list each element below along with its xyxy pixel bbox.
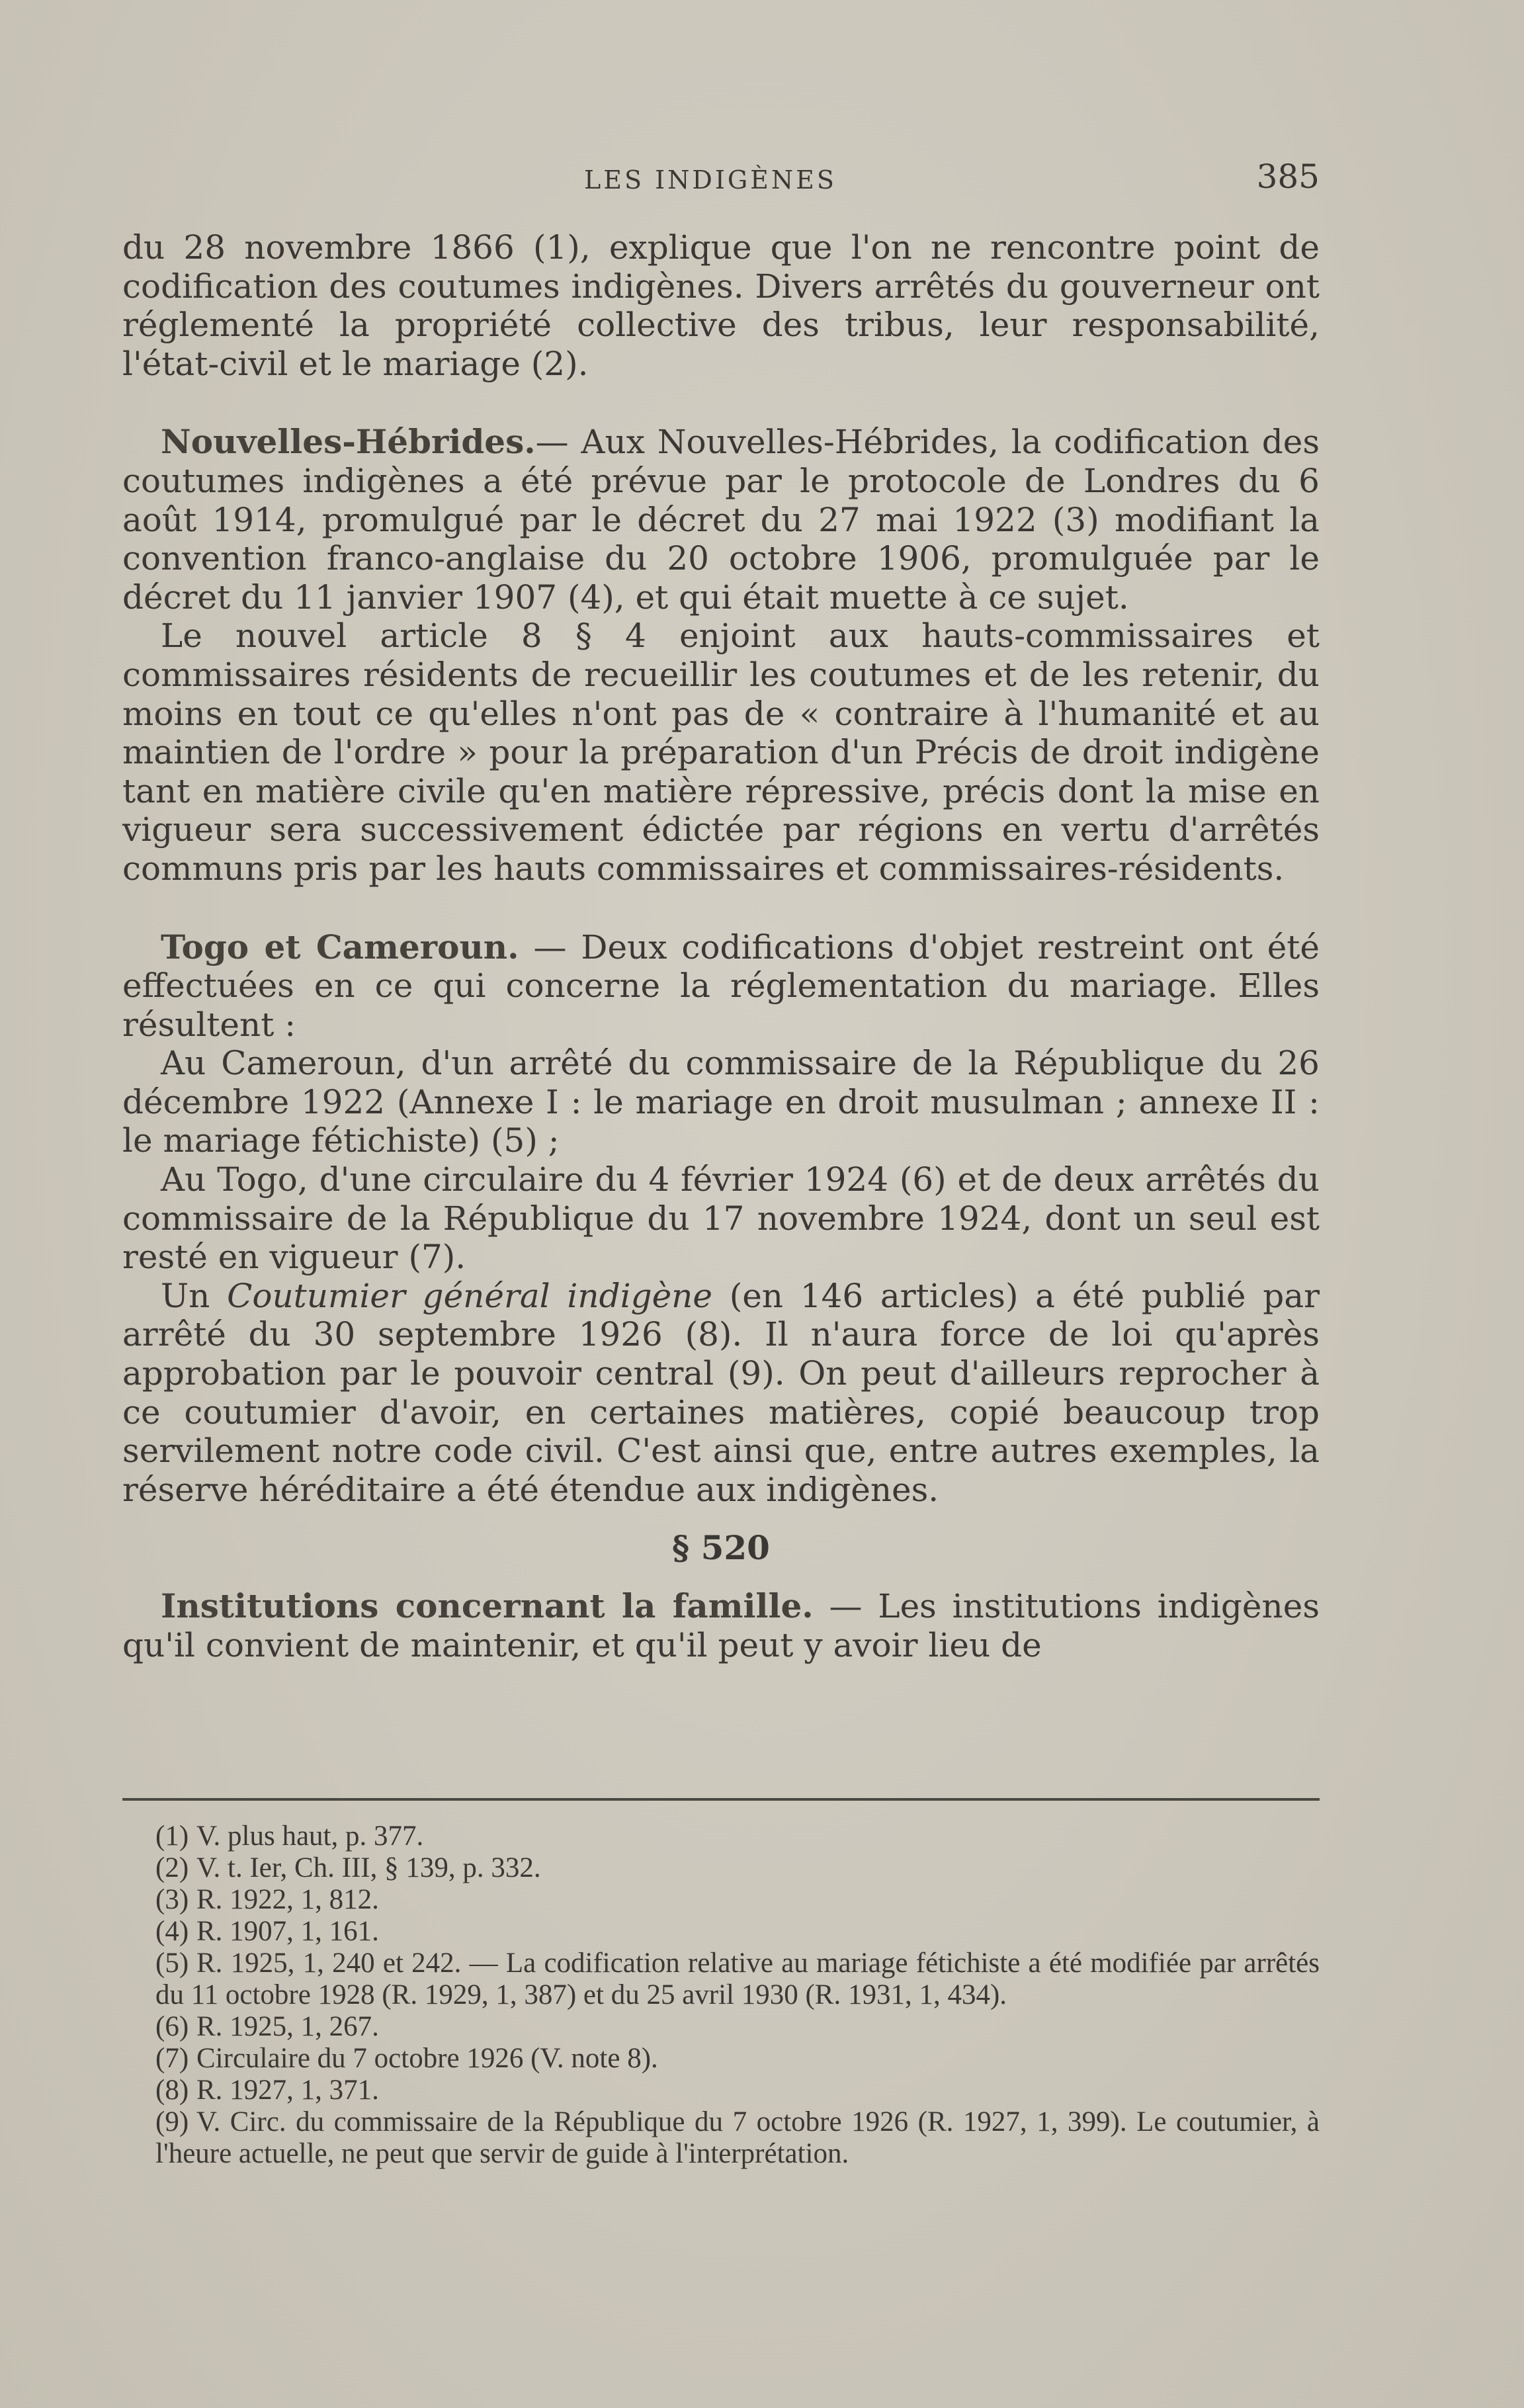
footnote-number: (7): [155, 2043, 189, 2074]
footnote-number: (4): [155, 1916, 189, 1947]
page-number: 385: [1256, 157, 1320, 196]
footnote: [122, 1948, 1320, 2011]
paragraph-text: — Aux Nouvelles-Hébrides, la codification des coutumes indigènes a été prévue par le protocole de Londres du 6 août 1914, promulgué par le décret du 27 mai 1922 (3) modifiant la convention franco-anglaise du 20 octobre 1906, promulguée par le décret du 11 janvier 1907 (4), et qui était muette à ce sujet.: [122, 423, 1320, 617]
section-heading-institutions: Institutions concernant la famille.: [161, 1586, 814, 1626]
footnote: [122, 2011, 1320, 2043]
paragraph-institutions: [122, 1587, 1320, 1664]
paragraph-text: — Les institutions indigènes qu'il convient de maintenir, et qu'il peut y avoir lieu de: [122, 1587, 1320, 1664]
paragraph-lead: Un: [161, 1276, 210, 1315]
footnote-text: Circulaire du 7 octobre 1926 (V. note 8).: [196, 2043, 658, 2074]
section-number: § 520: [672, 1528, 770, 1568]
book-page: [122, 0, 1320, 2408]
footnote-text: V. Circ. du commissaire de la République du 7 octobre 1926 (R. 1927, 1, 399). Le coutumier, à l'heure actuelle, ne peut que servir de guide à l'interprétation.: [155, 2106, 1320, 2169]
footnote-number: (6): [155, 2011, 189, 2042]
section-heading-togo-cameroun: Togo et Cameroun.: [161, 927, 519, 967]
footnotes: [122, 1821, 1320, 2170]
footnote-number: (5): [155, 1948, 189, 1979]
paragraph-togo: Au Togo, d'une circulaire du 4 février 1924 (6) et de deux arrêtés du commissaire de la République du 17 novembre 1924, dont un seul est resté en vigueur (7).: [122, 1160, 1320, 1277]
section-heading-nouvelles-hebrides: Nouvelles-Hébrides.: [161, 422, 536, 462]
footnote: [122, 2106, 1320, 2170]
footnote-text: R. 1925, 1, 240 et 242. — La codification relative au mariage fétichiste a été modifiée par arrêtés du 11 octobre 1928 (R. 1929, 1, 387) et du 25 avril 1930 (R. 1931, 1, 434).: [155, 1948, 1320, 2010]
paragraph-article-8: Le nouvel article 8 § 4 enjoint aux hauts-commissaires et commissaires résidents de recueillir les coutumes et de les retenir, du moins en tout ce qu'elles n'ont pas de « contraire à l'humanité et au maintien de l'ordre » pour la préparation d'un Précis de droit indigène tant en matière civile qu'en matière répressive, précis dont la mise en vigueur sera successivement édictée par régions en vertu d'arrêtés communs pris par les hauts commissaires et commissaires-résidents.: [122, 617, 1320, 888]
paragraph-togo-cameroun: [122, 928, 1320, 1045]
coutumier-title: Coutumier général indigène: [227, 1276, 712, 1315]
running-head-title: LES INDIGÈNES: [584, 165, 837, 194]
paragraph-nouvelles-hebrides: [122, 423, 1320, 617]
paragraph-text: — Deux codifications d'objet restreint ont été effectuées en ce qui concerne la réglementation du mariage. Elles résultent :: [122, 927, 1320, 1044]
footnote: [122, 1884, 1320, 1916]
footnote-text: R. 1907, 1, 161.: [196, 1916, 379, 1947]
footnote-number: (9): [155, 2106, 189, 2137]
footnote-text: V. t. Ier, Ch. III, § 139, p. 332.: [196, 1852, 541, 1883]
footnote-divider: [122, 1798, 1320, 1801]
footnote-text: R. 1925, 1, 267.: [196, 2011, 379, 2042]
footnote-text: R. 1922, 1, 812.: [196, 1884, 379, 1915]
footnote: [122, 2043, 1320, 2075]
footnote-text: V. plus haut, p. 377.: [196, 1821, 424, 1852]
footnote: [122, 2075, 1320, 2106]
main-text: [122, 228, 1320, 1665]
paragraph-text: (en 146 articles) a été publié par arrêté du 30 septembre 1926 (8). Il n'aura force de loi qu'après approbation par le pouvoir central (9). On peut d'ailleurs reprocher à ce coutumier d'avoir, en certaines matières, copié beaucoup trop servilement notre code civil. C'est ainsi que, entre autres exemples, la réserve héréditaire a été étendue aux indigènes.: [122, 1276, 1320, 1509]
footnote: [122, 1852, 1320, 1884]
running-head: [122, 157, 1320, 204]
footnote-text: R. 1927, 1, 371.: [196, 2075, 379, 2106]
paragraph-coutumier: [122, 1277, 1320, 1510]
paragraph-cameroun: Au Cameroun, d'un arrêté du commissaire de la République du 26 décembre 1922 (Annexe I : le mariage en droit musulman ; annexe II : le mariage fétichiste) (5) ;: [122, 1044, 1320, 1160]
footnote: [122, 1821, 1320, 1852]
footnote-number: (2): [155, 1852, 189, 1883]
footnote-number: (3): [155, 1884, 189, 1915]
paragraph-continuation: du 28 novembre 1866 (1), explique que l'on ne rencontre point de codification des coutumes indigènes. Divers arrêtés du gouverneur ont réglementé la propriété collective des tribus, leur responsabilité, l'état-civil et le mariage (2).: [122, 228, 1320, 383]
footnote: [122, 1916, 1320, 1948]
footnote-number: (1): [155, 1821, 189, 1852]
footnote-number: (8): [155, 2075, 189, 2106]
